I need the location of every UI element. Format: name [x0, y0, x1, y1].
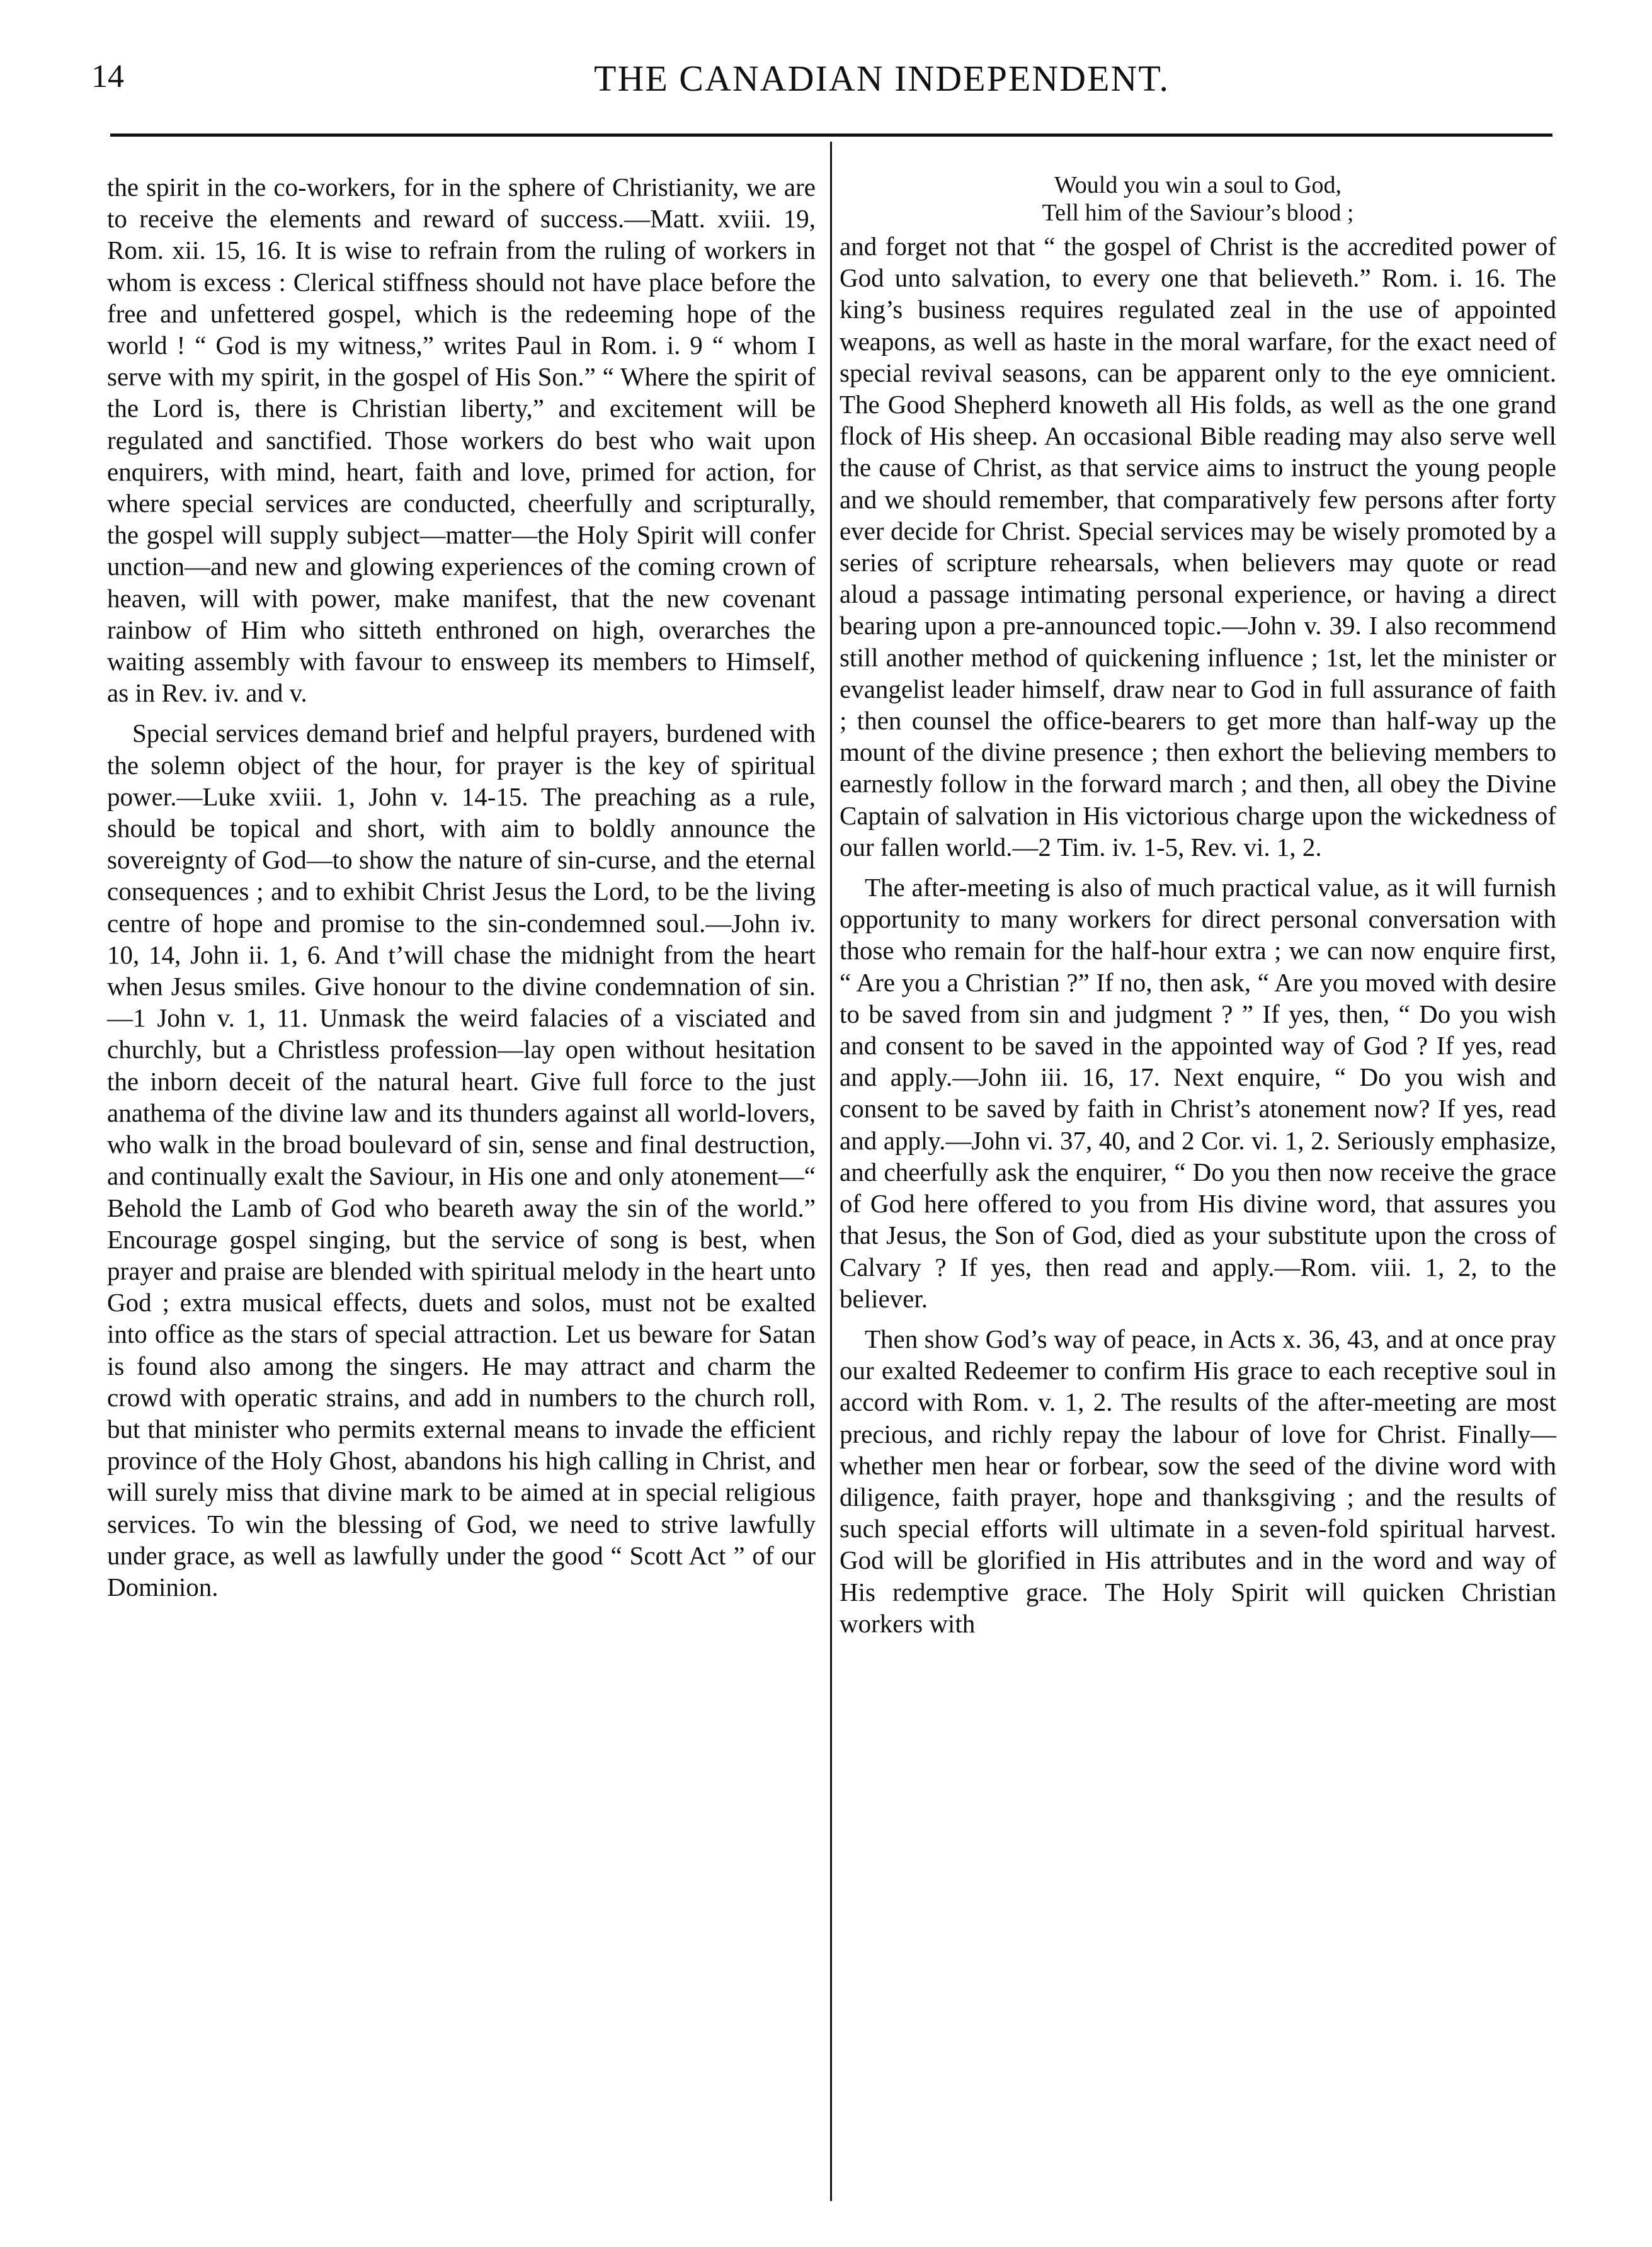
paragraph: Then show God’s way of peace, in Acts x. 36, 43, and at once pray our exalted Redeemer to confirm His grace to each receptive soul in accord with Rom. v. 1, 2. The results of the after-meeting are most precious, and richly repay the labour of love for Christ. Finally—whether men hear or forbear, sow the seed of the divine word with diligence, faith prayer, hope and thanksgiving ; and the results of such special efforts will ultimate in a seven-fold spiritual harvest. God will be glorified in His attributes and in the word and way of His redemptive grace. The Holy Spirit will quicken Christian workers with: [840, 1324, 1556, 1638]
verse-line: Would you win a soul to God,: [1054, 172, 1342, 198]
page-number: 14: [91, 59, 124, 94]
paragraph: and forget not that “ the gospel of Christ is the accredited power of God unto salvation, to every one that believeth.” Rom. i. 16. The king’s business requires regulated zeal in the use of appointed weapons, as well as haste in the moral warfare, for the exact need of special revival seasons, can be apparent only to the eye omnicient. The Good Shepherd knoweth all His folds, as well as the one grand flock of His sheep. An occasional Bible reading may also serve well the cause of Christ, as that service aims to instruct the young people and we should remember, that comparatively few persons after forty ever decide for Christ. Special services may be wisely promoted by a series of scripture rehearsals, when believers may quote or read aloud a passage intimating personal experience, or having a direct bearing upon a pre-announced topic.—John v. 39. I also recommend still another method of quickening influence ; 1st, let the minister or evangelist leader himself, draw near to God in full assurance of faith ; then counsel the office-bearers to get more than half-way up the mount of the divine presence ; then exhort the believing members to earnestly follow in the forward march ; and then, all obey the Divine Captain of salvation in His victorious charge upon the wickedness of our fallen world.—2 Tim. iv. 1-5, Rev. vi. 1, 2.: [840, 232, 1556, 862]
page-title: THE CANADIAN INDEPENDENT.: [594, 58, 1170, 99]
left-column: [107, 171, 816, 1612]
paragraph: the spirit in the co-workers, for in the sphere of Christianity, we are to receive the elements and reward of success.—Matt. xviii. 19, Rom. xii. 15, 16. It is wise to refrain from the ruling of workers in whom is excess : Clerical stiffness should not have place before the free and unfettered gospel, which is the redeeming hope of the world ! “ God is my witness,” writes Paul in Rom. i. 9 “ whom I serve with my spirit, in the gospel of His Son.” “ Where the spirit of the Lord is, there is Christian liberty,” and excitement will be regulated and sanctified. Those workers do best who wait upon enquirers, with mind, heart, faith and love, primed for action, for where special services are conducted, cheerfully and scripturally, the gospel will supply subject—matter—the Holy Spirit will confer unction—and new and glowing experiences of the coming crown of heaven, will with power, make manifest, that the new covenant rainbow of Him who sitteth enthroned on high, overarches the waiting assembly with favour to ensweep its members to Himself, as in Rev. iv. and v.: [107, 173, 816, 708]
header-rule: [110, 134, 1552, 137]
right-column: [840, 171, 1556, 1648]
verse-line: Tell him of the Saviour’s blood ;: [1042, 200, 1354, 226]
paragraph: Special services demand brief and helpful prayers, burdened with the solemn object of the hour, for prayer is the key of spiritual power.—Luke xviii. 1, John v. 14-15. The preaching as a rule, should be topical and short, with aim to boldly announce the sovereignty of God—to show the nature of sin-curse, and the eternal consequences ; and to exhibit Christ Jesus the Lord, to be the living centre of hope and promise to the sin-condemned soul.—John iv. 10, 14, John ii. 1, 6. And t’will chase the midnight from the heart when Jesus smiles. Give honour to the divine condemnation of sin.—1 John v. 1, 11. Unmask the weird falacies of a visciated and churchly, but a Christless profession—lay open without hesitation the inborn deceit of the natural heart. Give full force to the just anathema of the divine law and its thunders against all world-lovers, who walk in the broad boulevard of sin, sense and final destruction, and continually exalt the Saviour, in His one and only atonement—“ Behold the Lamb of God who beareth away the sin of the world.” Encourage gospel singing, but the service of song is best, when prayer and praise are blended with spiritual melody in the heart unto God ; extra musical effects, duets and solos, must not be exalted into office as the stars of special attraction. Let us beware for Satan is found also among the singers. He may attract and charm the crowd with operatic strains, and add in numbers to the church roll, but that minister who permits external means to invade the efficient province of the Holy Ghost, abandons his high calling in Christ, and will surely miss that divine mark to be aimed at in special religious services. To win the blessing of God, we need to strive lawfully under grace, as well as lawfully under the good “ Scott Act ” of our Dominion.: [107, 719, 816, 1601]
verse-quote: [840, 171, 1556, 227]
column-divider: [830, 142, 832, 2201]
paragraph: The after-meeting is also of much practical value, as it will furnish opportunity to many workers for direct personal conversation with those who remain for the half-hour extra ; we can now enquire first, “ Are you a Christian ?” If no, then ask, “ Are you moved with desire to be saved from sin and judgment ? ” If yes, then, “ Do you wish and consent to be saved in the appointed way of God ? If yes, read and apply.—John iii. 16, 17. Next enquire, “ Do you wish and consent to be saved by faith in Christ’s atonement now? If yes, read and apply.—John vi. 37, 40, and 2 Cor. vi. 1, 2. Seriously emphasize, and cheerfully ask the enquirer, “ Do you then now receive the grace of God here offered to you from His divine word, that assures you that Jesus, the Son of God, died as your substitute upon the cross of Calvary ? If yes, then read and apply.—Rom. viii. 1, 2, to the believer.: [840, 873, 1556, 1313]
